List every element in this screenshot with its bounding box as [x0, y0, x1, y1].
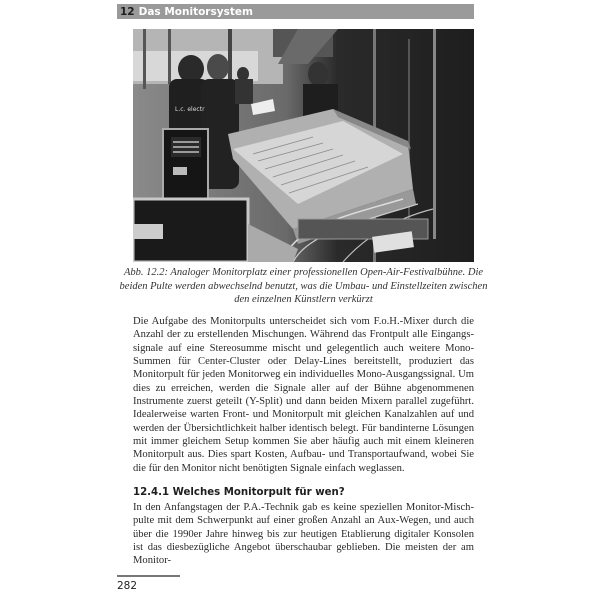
paragraph-1: Die Aufgabe des Monitorpults unterscheidet sich vom F.o.H.-Mixer durch die Anzahl der zu erstellenden Mischungen. Während das Frontpult alle Eingangssignale auf eine Stereosumme mischt und gelegentlich auch weitere Mono-Summen für Center-Cluster oder Delay-Lines bereitstellt, produziert das Monitorpult für jeden Monitorweg ein individuelles Mono-Ausgangssignal. Um dies zu erreichen, werden die Signale aller auf der Bühne abgenommenen Instrumente zuerst geteilt (Y-Split) und dann beiden Mixern parallel zugeführt. Idealerweise warten Front- und Monitorpult mit gleichen Kanalzahlen auf und werden der Übersichtlichkeit halber identisch belegt. Für bandinterne Lösungen mit immer gleichem Setup kommen Sie aber häufig auch mit einem kleineren Monitorpult aus. Dies spart Kosten, Aufbau- und Transportaufwand, wobei Sie die für den Monitor nicht benötigten Signale einfach weglassen. [133, 316, 474, 474]
section-heading: 12.4.1 Welches Monitorpult für wen? [133, 487, 345, 498]
running-head [117, 4, 474, 19]
chapter-title: Das Monitorsystem [138, 5, 253, 18]
chapter-number: 12 [120, 5, 135, 18]
case-label: L.c. electr [175, 106, 205, 113]
mixing-console-photo [133, 29, 474, 262]
page-number: 282 [117, 580, 138, 592]
paragraph-2: In den Anfangstagen der P.A.-Technik gab es keine speziellen Monitor-Mischpulte mit dem Schwerpunkt auf einer großen Anzahl an Aux-Wegen, und auch über die 1990er Jahre hinweg bis zur heutigen Etablierung digitaler Konsolen ist das diesbezügliche Angebot überschaubar geblieben. Die meisten der am Monitor- [133, 502, 474, 567]
figure-caption: Abb. 12.2: Analoger Monitorplatz einer professionellen Open-Air-Festivalbühne. Die beiden Pulte werden abwechselnd benutzt, was die Umbau- und Einstellzeiten zwischen den einzelnen Künstlern verkürzt [119, 267, 488, 305]
footer-rule [117, 575, 180, 577]
figure-photo [133, 29, 474, 262]
